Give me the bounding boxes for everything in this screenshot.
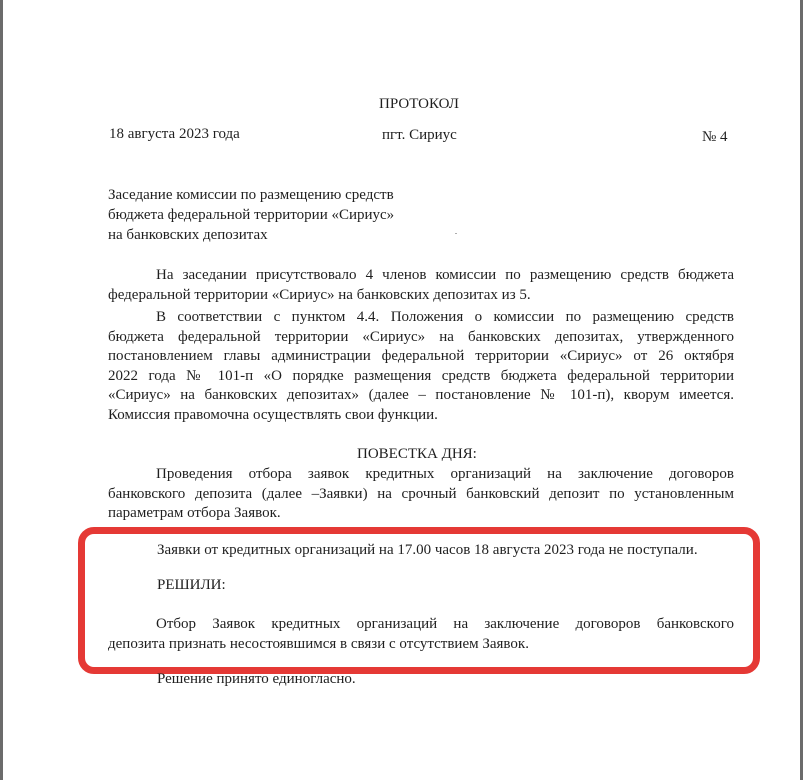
- quorum-line: В соответствии с пунктом 4.4. Положения о комиссии по размещению средств: [156, 309, 734, 325]
- no-applications-text: Заявки от кредитных организаций на 17.00 часов 18 августа 2023 года не поступали.: [157, 542, 698, 558]
- document-place: пгт. Сириус: [382, 127, 457, 143]
- document-number: № 4: [702, 129, 728, 145]
- attendance-line: федеральной территории «Сириус» на банковских депозитах из 5.: [108, 286, 531, 303]
- page-edge-left: [0, 0, 3, 780]
- agenda-line: Проведения отбора заявок кредитных организаций на заключение договоров: [156, 466, 734, 482]
- agenda-line: параметрам отбора Заявок.: [108, 505, 281, 521]
- quorum-line: бюджета федеральной территории «Сириус» на банковских депозитах, утвержденного: [108, 328, 734, 345]
- agenda-paragraph: [108, 465, 734, 524]
- quorum-line: 2022 года № 101-п «О порядке размещения средств бюджета федеральной территории: [108, 367, 734, 384]
- document-title: ПРОТОКОЛ: [379, 96, 459, 112]
- decision-line: Отбор Заявок кредитных организаций на заключение договоров банковского: [156, 616, 734, 632]
- decision-paragraph: [108, 615, 734, 654]
- quorum-line: Комиссия правомочна осуществлять свои функции.: [108, 406, 438, 423]
- agenda-heading: ПОВЕСТКА ДНЯ:: [357, 446, 477, 462]
- decision-line: депозита признать несостоявшимся в связи с отсутствием Заявок.: [108, 635, 529, 652]
- quorum-paragraph: [108, 308, 734, 425]
- unanimous-text: Решение принято единогласно.: [157, 671, 356, 687]
- subject-line-1: Заседание комиссии по размещению средств: [108, 187, 394, 203]
- subject-line-3: на банковских депозитах: [108, 227, 268, 243]
- decided-heading: РЕШИЛИ:: [157, 577, 226, 593]
- quorum-line: постановлением главы администрации федеральной территории «Сириус» от 26 октября: [108, 348, 734, 364]
- scan-speck: .: [455, 227, 457, 236]
- attendance-paragraph: [108, 266, 734, 305]
- attendance-line: На заседании присутствовало 4 членов комиссии по размещению средств бюджета: [156, 267, 734, 283]
- subject-line-2: бюджета федеральной территории «Сириус»: [108, 207, 395, 223]
- quorum-line: «Сириус» на банковских депозитах» (далее – постановление № 101-п), кворум имеется.: [108, 387, 734, 403]
- agenda-line: банковского депозита (далее –Заявки) на срочный банковский депозит по установленным: [108, 485, 734, 502]
- document-date: 18 августа 2023 года: [109, 126, 240, 142]
